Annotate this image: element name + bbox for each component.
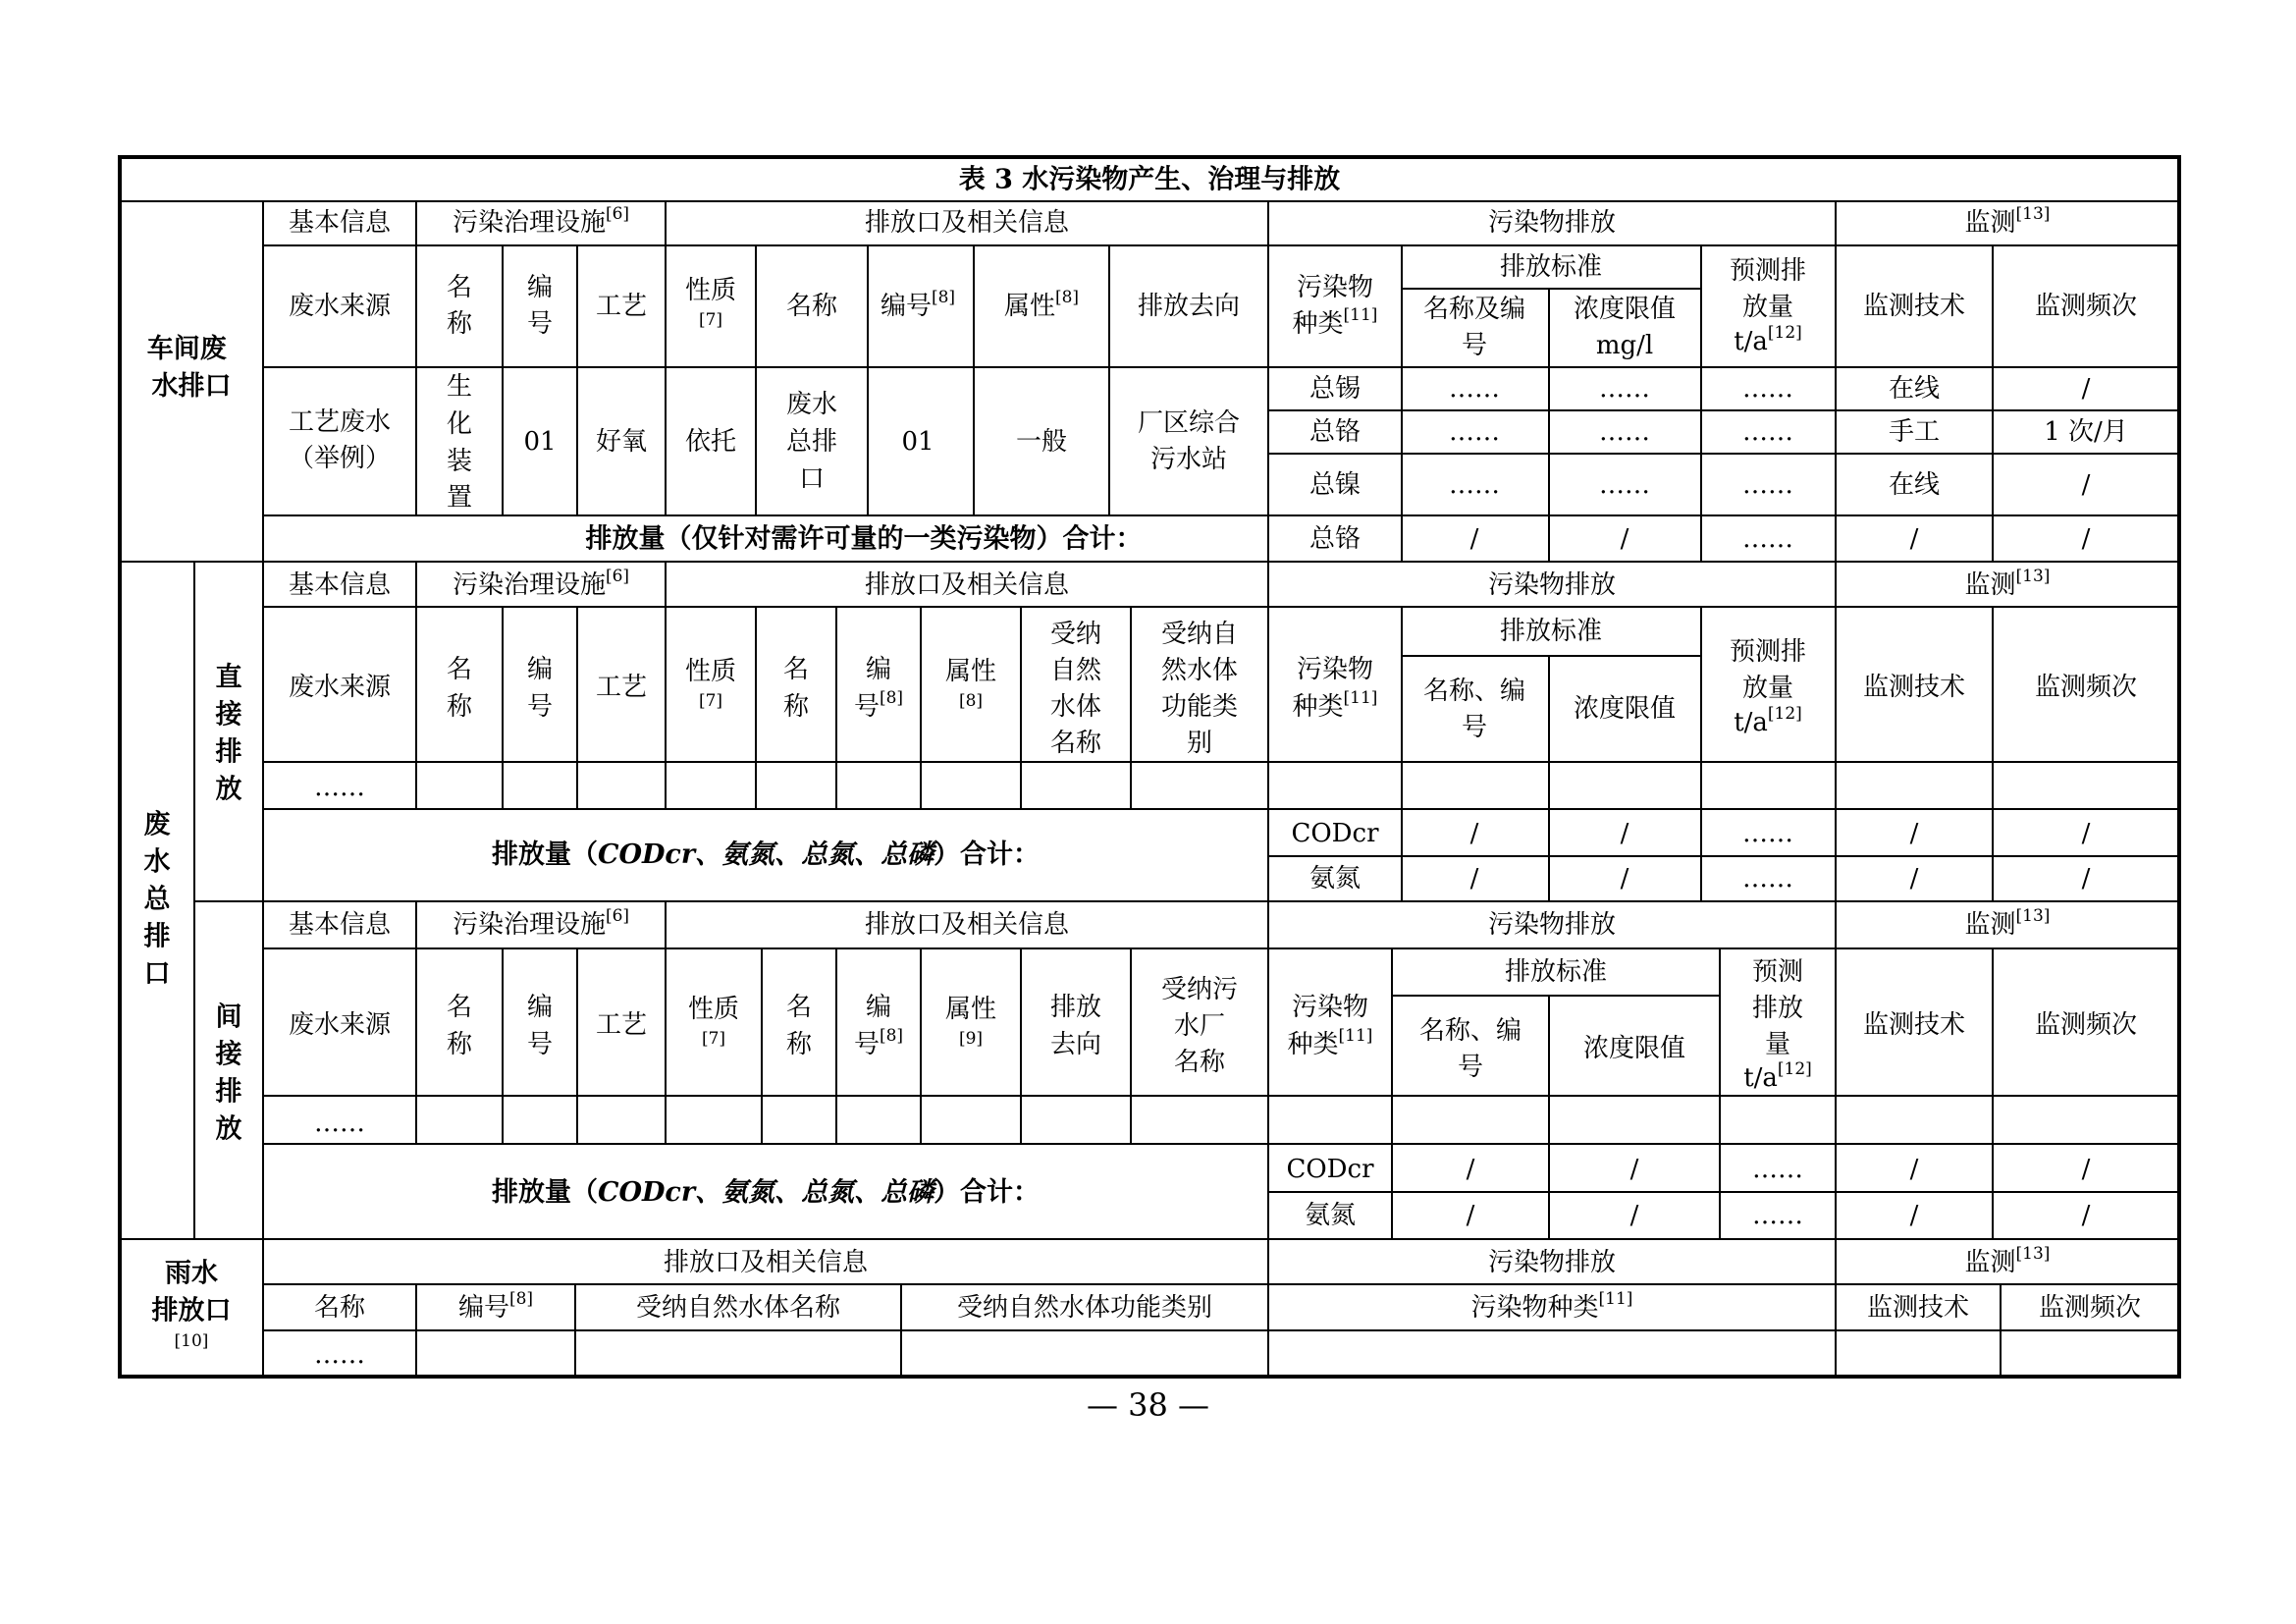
page-number: — 38 — [1086, 1386, 1210, 1424]
i-fn-13: [13] [2015, 906, 2051, 926]
row1-std-name: …… [1449, 374, 1500, 404]
col-facility-code-2: 号 [526, 309, 554, 339]
i-col-ptype-2-text: 种类 [1287, 1030, 1339, 1059]
i-hdr-outlet-info: 排放口及相关信息 [864, 910, 1070, 940]
d-col-nature-fn: [7] [698, 691, 723, 711]
r-ellipsis: …… [314, 1340, 365, 1370]
i-col-ocode-2-text: 号 [853, 1030, 880, 1059]
row2-freq: 1 次/月 [2044, 417, 2128, 447]
total-pollutant: 总铬 [1308, 524, 1362, 554]
col-std-name-2: 号 [1461, 331, 1488, 360]
d-col-recvbody-3: 水体 [1049, 692, 1102, 722]
row1-freq: / [2081, 374, 2091, 404]
direct-label-3: 排 [215, 736, 242, 768]
d-col-attr: 属性 [944, 657, 997, 686]
hdr-discharge: 污染物排放 [1487, 208, 1617, 238]
col-attr-text: 属性 [1003, 292, 1055, 321]
table-row [1305, 1201, 2091, 1230]
d-hdr-outlet-info: 排放口及相关信息 [864, 570, 1070, 600]
d-col-nature: 性质 [684, 657, 737, 686]
d-col-stdname-2: 号 [1461, 713, 1488, 742]
d-col-process: 工艺 [595, 673, 648, 702]
rain-label-fn: [10] [174, 1331, 209, 1351]
hdr-facility [453, 204, 629, 238]
r-col-recvbody: 受纳自然水体名称 [635, 1293, 841, 1323]
i-col-attr-fn: [9] [958, 1029, 984, 1049]
r-col-code [458, 1289, 533, 1323]
i-hdr-discharge: 污染物排放 [1487, 910, 1617, 940]
d-col-fcode-2: 号 [526, 692, 554, 722]
i-ellipsis: …… [314, 1109, 365, 1138]
col-tech: 监测技术 [1862, 292, 1966, 321]
i-nh3-t: / [1909, 1201, 1919, 1230]
d-col-oname-2: 称 [782, 692, 810, 722]
indirect-label-3: 排 [215, 1076, 242, 1108]
d-col-conc: 浓度限值 [1573, 694, 1677, 724]
total-tech: / [1909, 524, 1919, 554]
d-codcr-n: / [1469, 819, 1479, 848]
row1-pollutant: 总锡 [1308, 374, 1362, 404]
i-total-prefix: 排放量（ [491, 1176, 598, 1208]
col-predicted-1: 预测排 [1729, 256, 1807, 286]
col-pollutant-type-2 [1293, 305, 1378, 339]
main-label-4: 排 [143, 921, 171, 952]
d-nh3-q: …… [1742, 864, 1793, 893]
d-col-std: 排放标准 [1499, 617, 1603, 646]
hdr-monitor-text: 监测 [1964, 208, 2016, 238]
workshop-attr: 一般 [1015, 427, 1068, 457]
workshop-dest-2: 污水站 [1149, 445, 1228, 474]
direct-label-1: 直 [215, 662, 242, 693]
d-codcr-t: / [1909, 819, 1919, 848]
workshop-label-line2: 水排口 [151, 370, 232, 402]
i-codcr-q: …… [1752, 1155, 1803, 1184]
table-row [1291, 819, 2090, 848]
workshop-dest-1: 厂区综合 [1137, 408, 1241, 438]
d-col-ocode-2-text: 号 [853, 692, 880, 722]
d-col-fname-1: 名 [446, 655, 473, 684]
total-freq: / [2081, 524, 2091, 554]
d-fn-13: [13] [2015, 567, 2051, 586]
i-col-fname-1: 名 [446, 993, 473, 1022]
fn-6: [6] [605, 204, 630, 224]
indirect-label-2: 接 [215, 1039, 242, 1070]
row1-tech: 在线 [1888, 374, 1941, 404]
i-col-dest-2: 去向 [1049, 1030, 1102, 1059]
i-col-ocode-2 [854, 1026, 903, 1059]
d-hdr-facility [453, 567, 629, 600]
row1-qty: …… [1742, 374, 1793, 404]
r-col-tech: 监测技术 [1866, 1293, 1970, 1323]
hdr-facility-text: 污染治理设施 [452, 208, 606, 238]
d-col-recvfunc-1: 受纳自 [1160, 620, 1239, 649]
r-hdr-monitor-text: 监测 [1964, 1248, 2016, 1277]
d-fn-8: [8] [879, 688, 904, 708]
d-col-ocode-1: 编 [865, 655, 892, 684]
d-col-tech: 监测技术 [1862, 673, 1966, 702]
r-hdr-outlet-info: 排放口及相关信息 [663, 1248, 869, 1277]
i-col-pred-3: 量 [1764, 1030, 1791, 1059]
row3-std-name: …… [1449, 470, 1500, 500]
fn-13: [13] [2015, 204, 2051, 224]
workshop-nature: 依托 [684, 427, 737, 457]
col-nature-fn: [7] [698, 310, 723, 330]
d-col-ptype-2-text: 种类 [1292, 692, 1344, 722]
i-col-tech: 监测技术 [1862, 1010, 1966, 1040]
i-nh3: 氨氮 [1304, 1201, 1357, 1230]
d-ellipsis: …… [314, 773, 365, 802]
col-predicted-2: 放量 [1741, 293, 1794, 322]
i-total-suffix: ）合计： [934, 1176, 1041, 1208]
workshop-source-1: 工艺废水 [288, 407, 392, 437]
d-col-recvbody-1: 受纳 [1049, 620, 1102, 649]
d-col-recvbody-4: 名称 [1049, 729, 1102, 758]
fn-8: [8] [931, 288, 956, 307]
row3-tech: 在线 [1888, 470, 1941, 500]
workshop-facility-name-2: 化 [446, 409, 473, 439]
row3-freq: / [2081, 470, 2091, 500]
fn-8b: [8] [1054, 288, 1080, 307]
table-row [1309, 470, 2091, 500]
indirect-label-4: 放 [215, 1113, 242, 1145]
i-codcr-n: / [1466, 1155, 1475, 1184]
row3-qty: …… [1742, 470, 1793, 500]
hdr-outlet-info: 排放口及相关信息 [864, 208, 1070, 238]
i-hdr-monitor-text: 监测 [1964, 910, 2016, 940]
row2-qty: …… [1742, 417, 1793, 447]
d-col-pred-3 [1734, 704, 1802, 737]
i-hdr-facility [453, 906, 629, 940]
i-col-nature: 性质 [687, 995, 740, 1024]
d-codcr-f: / [2081, 819, 2091, 848]
col-predicted-3 [1734, 323, 1802, 356]
workshop-process: 好氧 [595, 427, 648, 457]
d-col-fcode-1: 编 [526, 655, 554, 684]
hdr-monitor [1965, 204, 2051, 238]
row2-std-name: …… [1449, 417, 1500, 447]
workshop-outlet-name-3: 口 [798, 464, 826, 494]
col-predicted-unit: t/a [1734, 327, 1768, 356]
main-label-5: 口 [143, 958, 171, 990]
hdr-basic: 基本信息 [288, 208, 392, 238]
i-nh3-c: / [1629, 1201, 1639, 1230]
total-std-name: / [1469, 524, 1479, 554]
i-col-source: 废水来源 [288, 1010, 392, 1040]
d-col-pred-1: 预测排 [1729, 637, 1807, 667]
i-col-fcode-1: 编 [526, 993, 554, 1022]
table-row [1286, 1155, 2090, 1184]
i-col-attr: 属性 [944, 995, 997, 1024]
r-col-freq: 监测频次 [2038, 1293, 2142, 1323]
main-label-3: 总 [143, 884, 171, 915]
direct-label-2: 接 [215, 699, 242, 731]
col-dest: 排放去向 [1137, 292, 1241, 321]
col-facility-code-1: 编 [526, 273, 554, 302]
r-fn-8: [8] [508, 1289, 534, 1309]
direct-section [289, 567, 2137, 893]
i-col-fname-2: 称 [446, 1030, 473, 1059]
i-col-dest-1: 排放 [1049, 993, 1102, 1022]
table-row [1309, 417, 2128, 447]
i-col-conc: 浓度限值 [1582, 1034, 1686, 1063]
d-col-fname-2: 称 [446, 692, 473, 722]
indirect-label-1: 间 [215, 1001, 242, 1033]
d-nh3: 氨氮 [1308, 864, 1362, 893]
i-hdr-basic: 基本信息 [288, 910, 392, 940]
workshop-facility-name-3: 装 [446, 447, 473, 476]
d-fn-12: [12] [1767, 704, 1802, 724]
d-total-items: CODcr、氨氮、总氮、总磷 [597, 839, 934, 870]
direct-label-4: 放 [215, 774, 242, 805]
i-col-stdname-2: 号 [1457, 1053, 1484, 1082]
table-row [586, 523, 2091, 555]
workshop-total-label: 排放量（仅针对需许可量的一类污染物）合计： [585, 523, 1143, 555]
i-hdr-monitor [1965, 906, 2051, 940]
d-nh3-n: / [1469, 864, 1479, 893]
i-col-plant-1: 受纳污 [1160, 975, 1239, 1004]
i-col-freq: 监测频次 [2034, 1010, 2138, 1040]
i-fn-12: [12] [1777, 1059, 1812, 1079]
d-col-ocode-2 [854, 688, 903, 722]
col-nature: 性质 [684, 276, 737, 305]
i-col-fcode-2: 号 [526, 1030, 554, 1059]
table-frame [120, 157, 2179, 1377]
row2-tech: 手工 [1888, 417, 1941, 447]
d-codcr-q: …… [1742, 819, 1793, 848]
workshop-label-line1: 车间废 [146, 333, 227, 364]
rain-label-2: 排放口 [151, 1295, 232, 1326]
i-codcr: CODcr [1286, 1155, 1374, 1184]
col-pollutant-type-1: 污染物 [1296, 273, 1374, 302]
d-col-recvbody-2: 自然 [1049, 656, 1102, 685]
workshop-section [147, 204, 2137, 555]
d-col-attr-fn: [8] [958, 691, 984, 711]
d-codcr: CODcr [1291, 819, 1379, 848]
col-attr [1004, 288, 1079, 321]
d-col-oname-1: 名 [782, 655, 810, 684]
fn-11: [11] [1343, 305, 1378, 325]
col-facility-name-2: 称 [446, 309, 473, 339]
d-hdr-monitor-text: 监测 [1964, 570, 2016, 600]
rain-section [152, 1244, 2142, 1370]
workshop-outlet-name-1: 废水 [785, 390, 838, 419]
i-col-ptype-2 [1288, 1026, 1373, 1059]
d-col-recvfunc-4: 别 [1186, 729, 1213, 758]
i-col-pred-1: 预测 [1751, 957, 1804, 987]
r-col-ptype-text: 污染物种类 [1470, 1293, 1599, 1323]
r-hdr-discharge: 污染物排放 [1487, 1248, 1617, 1277]
d-nh3-f: / [2081, 864, 2091, 893]
rain-label-1: 雨水 [165, 1258, 218, 1289]
i-col-pred-unit: t/a [1743, 1063, 1778, 1093]
d-col-recvfunc-3: 功能类 [1160, 692, 1239, 722]
d-total-prefix: 排放量（ [491, 839, 598, 870]
i-col-oname-2: 称 [785, 1030, 813, 1059]
col-std: 排放标准 [1499, 252, 1603, 282]
i-nh3-n: / [1466, 1201, 1475, 1230]
row3-pollutant: 总镍 [1308, 470, 1362, 500]
i-nh3-q: …… [1752, 1201, 1803, 1230]
i-col-oname-1: 名 [785, 993, 813, 1022]
r-col-recvfunc: 受纳自然水体功能类别 [956, 1293, 1213, 1323]
workshop-outlet-code: 01 [901, 427, 934, 457]
col-std-name-1: 名称及编 [1422, 295, 1526, 324]
col-conc: 浓度限值 [1573, 295, 1677, 324]
i-col-process: 工艺 [595, 1010, 648, 1040]
i-codcr-c: / [1629, 1155, 1639, 1184]
d-col-recvfunc-2: 然水体 [1160, 656, 1239, 685]
fn-12: [12] [1767, 323, 1802, 343]
col-outlet-code-text: 编号 [880, 292, 932, 321]
r-fn-11: [11] [1598, 1289, 1633, 1309]
r-col-ptype [1471, 1289, 1633, 1323]
r-col-code-text: 编号 [457, 1293, 509, 1323]
r-col-name: 名称 [313, 1293, 366, 1323]
main-label-1: 废 [143, 809, 171, 840]
i-col-nature-fn: [7] [701, 1029, 726, 1049]
i-col-ocode-1: 编 [865, 993, 892, 1022]
row2-pollutant: 总铬 [1308, 417, 1362, 447]
i-fn-6: [6] [605, 906, 630, 926]
d-hdr-facility-text: 污染治理设施 [452, 570, 606, 600]
d-col-freq: 监测频次 [2034, 673, 2138, 702]
row2-conc: …… [1599, 417, 1650, 447]
i-col-pred-2: 排放 [1751, 994, 1804, 1023]
i-fn-11: [11] [1338, 1026, 1373, 1046]
d-fn-6: [6] [605, 567, 630, 586]
workshop-label [147, 333, 236, 402]
d-col-pred-2: 放量 [1741, 674, 1794, 703]
d-col-ptype-1: 污染物 [1296, 655, 1374, 684]
total-qty: …… [1742, 524, 1793, 554]
r-hdr-monitor [1965, 1244, 2051, 1277]
h-lines [120, 201, 2179, 1330]
row1-conc: …… [1599, 374, 1650, 404]
workshop-facility-name-4: 置 [446, 483, 473, 513]
i-col-ptype-1: 污染物 [1291, 993, 1369, 1022]
col-process: 工艺 [595, 292, 648, 321]
i-col-plant-2: 水厂 [1173, 1011, 1226, 1041]
r-fn-13: [13] [2015, 1244, 2051, 1264]
d-nh3-c: / [1620, 864, 1629, 893]
main-label-2: 水 [143, 846, 171, 878]
d-hdr-monitor [1965, 567, 2051, 600]
d-col-stdname-1: 名称、编 [1422, 677, 1526, 706]
i-col-plant-3: 名称 [1173, 1048, 1226, 1077]
i-total-label [492, 1176, 1040, 1208]
table-row [1309, 864, 2091, 893]
d-col-source: 废水来源 [288, 673, 392, 702]
i-fn-8: [8] [879, 1026, 904, 1046]
i-total-items: CODcr、氨氮、总氮、总磷 [597, 1176, 934, 1208]
row3-conc: …… [1599, 470, 1650, 500]
col-conc-unit: mg/l [1595, 331, 1654, 360]
workshop-facility-name-1: 生 [446, 372, 473, 402]
workshop-source-2: （举例） [288, 444, 392, 473]
i-col-stdname-1: 名称、编 [1418, 1016, 1522, 1046]
d-total-suffix: ）合计： [934, 839, 1041, 870]
d-fn-11: [11] [1343, 688, 1378, 708]
i-col-std: 排放标准 [1504, 957, 1608, 987]
total-conc: / [1620, 524, 1629, 554]
col-source: 废水来源 [288, 292, 392, 321]
indirect-section [289, 906, 2137, 1230]
col-facility-name-1: 名 [446, 273, 473, 302]
col-outlet-code [881, 288, 955, 321]
workshop-facility-code: 01 [523, 427, 557, 457]
d-hdr-discharge: 污染物排放 [1487, 570, 1617, 600]
table-row [1309, 374, 2091, 404]
i-col-pred-4 [1743, 1059, 1812, 1093]
i-codcr-t: / [1909, 1155, 1919, 1184]
d-total-label [492, 839, 1040, 870]
workshop-outlet-name-2: 总排 [785, 427, 838, 457]
col-freq: 监测频次 [2034, 292, 2138, 321]
col-outlet-name: 名称 [785, 292, 838, 321]
d-col-ptype-2 [1293, 688, 1378, 722]
d-codcr-c: / [1620, 819, 1629, 848]
i-codcr-f: / [2081, 1155, 2091, 1184]
table-title: 表 3 水污染物产生、治理与排放 [958, 164, 1341, 195]
i-nh3-f: / [2081, 1201, 2091, 1230]
d-hdr-basic: 基本信息 [288, 570, 392, 600]
col-pollutant-type-2-text: 种类 [1292, 309, 1344, 339]
d-nh3-t: / [1909, 864, 1919, 893]
i-hdr-facility-text: 污染治理设施 [452, 910, 606, 940]
d-col-pred-unit: t/a [1734, 708, 1768, 737]
